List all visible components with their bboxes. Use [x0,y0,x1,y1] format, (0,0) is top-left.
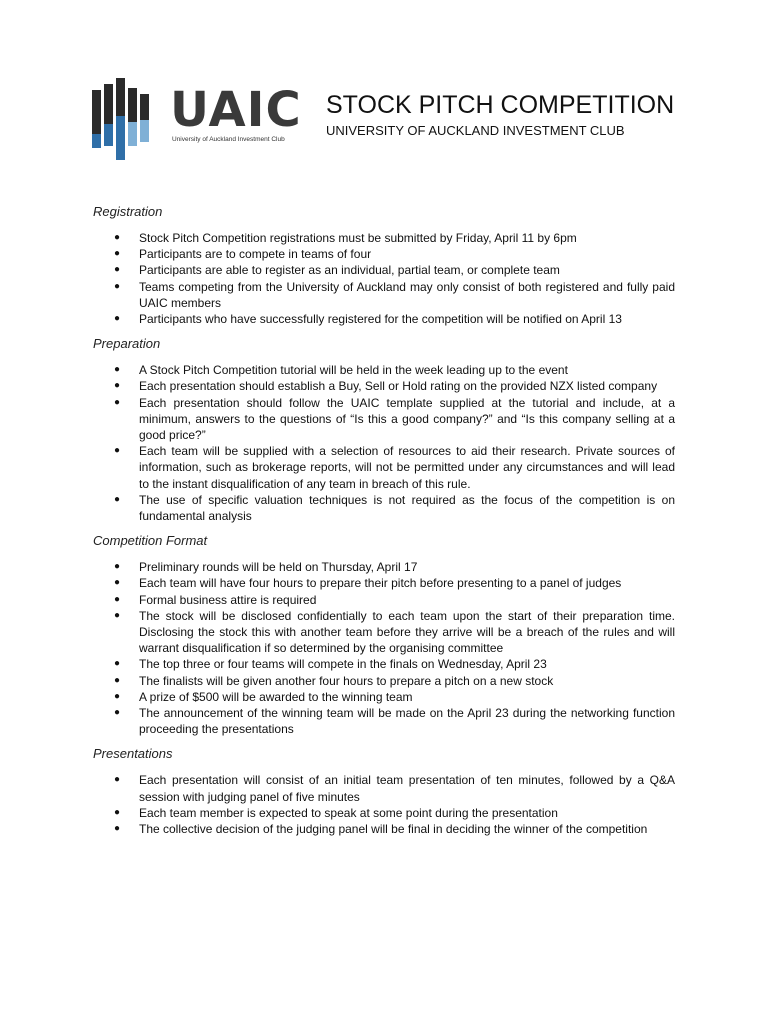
section-heading: Registration [93,204,163,219]
bullet-list [93,772,675,837]
list-item: ● Stock Pitch Competition registrations must be submitted by Friday, April 11 by 6pm [114,231,577,245]
list-item: ● The top three or four teams will compete in the finals on Wednesday, April 23 [114,657,547,672]
list-item: ● Each team member is expected to speak at some point during the presentation [114,805,558,820]
list-item: ● A prize of $500 will be awarded to the winning team [114,689,413,704]
bullet-icon: ● [114,806,121,818]
document-body [93,203,675,845]
bullet-icon: ● [114,248,121,260]
bullet-list [93,362,675,524]
bullet-icon: ● [114,658,121,670]
bullet-icon: ● [114,561,121,573]
bullet-icon: ● [114,690,121,702]
bullet-icon: ● [114,674,121,686]
section-competition-format [93,532,675,737]
bullet-icon: ● [114,609,121,621]
uaic-logo [92,78,302,160]
bullet-icon: ● [114,232,121,243]
list-item: ● Participants are able to register as an individual, partial team, or complete team [114,263,560,278]
section-heading: Competition Format [93,533,208,549]
bar-chart-logo-icon [92,78,162,160]
section-heading: Presentations [93,746,173,762]
page-subtitle: UNIVERSITY OF AUCKLAND INVESTMENT CLUB [326,123,625,138]
bullet-icon: ● [114,707,121,719]
bullet-icon: ● [114,280,121,292]
list-item: ● The announcement of the winning team will be made on the April 23 during the networking function proceeding the presentations [114,706,675,737]
bullet-list [93,559,675,737]
bullet-icon: ● [114,823,121,835]
page-title: STOCK PITCH COMPETITION [326,91,675,119]
section-presentations [93,745,675,837]
logo-wordmark: UAIC [170,82,302,138]
list-item: ● Each team will be supplied with a selection of resources to aid their research. Private sources of information, such as brokerage reports, will not be permitted under any circumstances and will lead to the instant disqualification of any team in breach of this rule. [114,444,675,491]
bullet-icon: ● [114,380,121,392]
list-item: ● The use of specific valuation techniques is not required as the focus of the competition is on fundamental analysis [114,492,675,524]
list-item: ● Participants who have successfully registered for the competition will be notified on April 13 [114,312,622,327]
bullet-icon: ● [114,264,121,276]
list-item: ● Each team will have four hours to prepare their pitch before presenting to a panel of judges [114,576,622,591]
list-item: ● Teams competing from the University of Auckland may only consist of both registered and fully paid UAIC members [114,279,675,310]
bullet-icon: ● [114,445,121,457]
list-item: ● The collective decision of the judging panel will be final in deciding the winner of the competition [114,822,648,837]
bullet-icon: ● [114,364,121,376]
bullet-icon: ● [114,577,121,589]
bullet-icon: ● [114,593,121,605]
list-item: ● Each presentation will consist of an initial team presentation of ten minutes, followed by a Q&A session with judging panel of five minutes [114,773,675,804]
list-item: ● Each presentation should follow the UAIC template supplied at the tutorial and include, at a minimum, answers to the questions of “Is this a good company?” and “Is this company selling at a good price?” [114,395,675,443]
list-item: ● Each presentation should establish a Buy, Sell or Hold rating on the provided NZX listed company [114,379,658,394]
bullet-icon: ● [114,774,121,786]
section-preparation [93,335,675,524]
bullet-icon: ● [114,396,121,408]
bullet-icon: ● [114,493,121,505]
list-item: ● Preliminary rounds will be held on Thursday, April 17 [114,560,418,575]
bullet-list [93,230,675,327]
section-registration [93,203,675,327]
bullet-icon: ● [114,313,121,325]
list-item: ● A Stock Pitch Competition tutorial will be held in the week leading up to the event [114,363,568,378]
list-item: ● Participants are to compete in teams of four [114,247,372,262]
list-item: ● The finalists will be given another four hours to prepare a pitch on a new stock [114,673,554,688]
logo-subtext: University of Auckland Investment Club [172,136,285,143]
list-item: ● Formal business attire is required [114,592,317,607]
list-item: ● The stock will be disclosed confidentially to each team upon the start of their preparation time. Disclosing the stock this with another team before they arrive will be a breach of the rules and will warrant disqualification if so determined by the organising committee [114,608,675,656]
section-heading: Preparation [93,336,161,352]
